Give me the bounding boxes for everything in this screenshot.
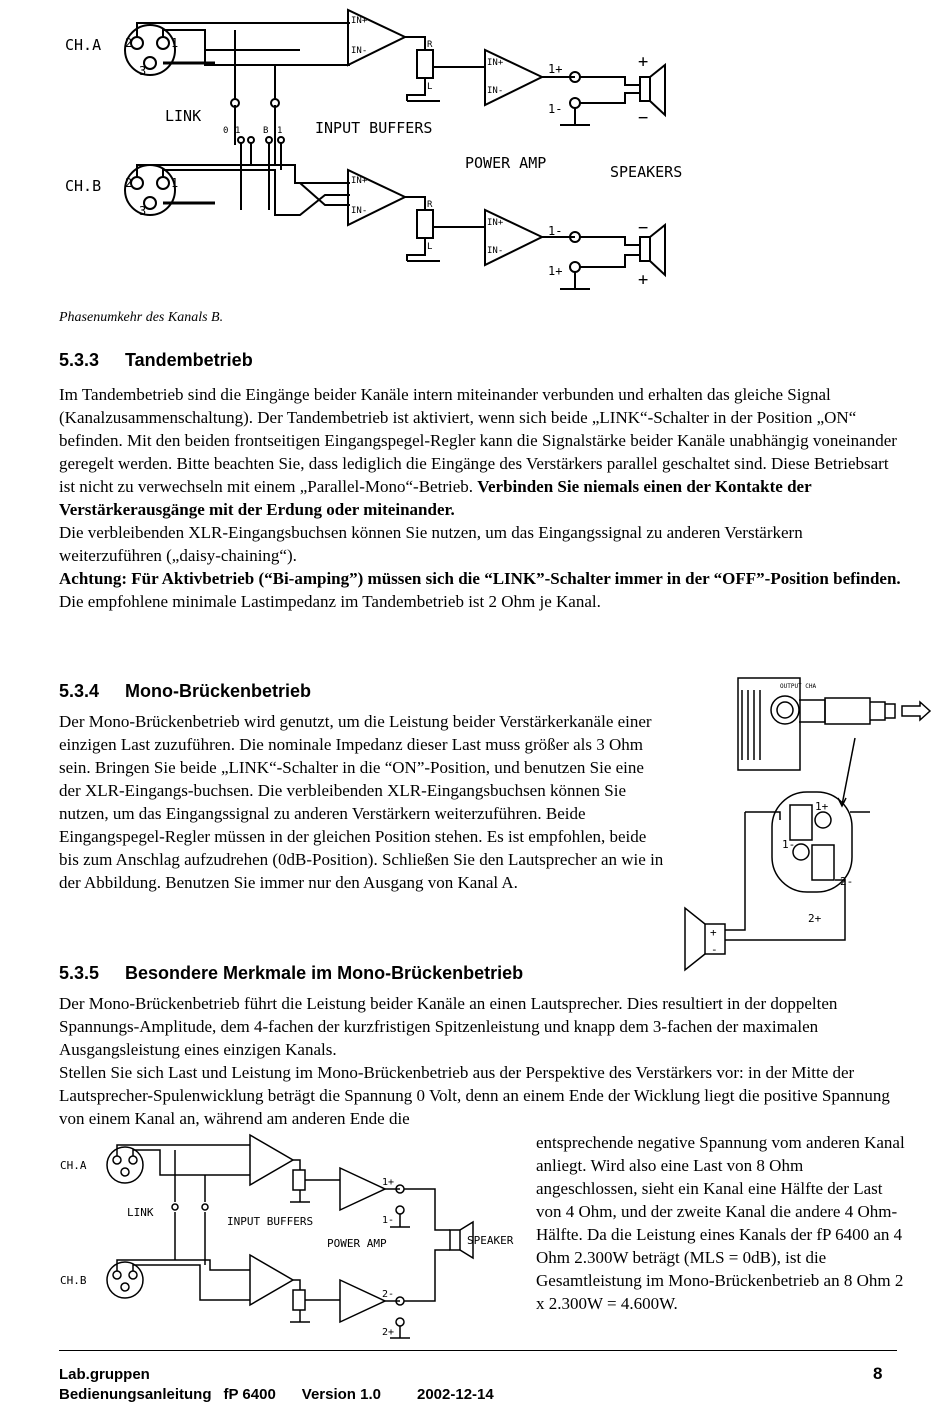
section-number: 5.3.3 bbox=[59, 350, 100, 370]
svg-text:+: + bbox=[638, 270, 649, 290]
power-amp-a-icon bbox=[340, 1168, 385, 1210]
warning-text: Verbinden Sie niemals einen der Kontakte der Verstärkerausgänge mit der Erdung oder miteinander. bbox=[59, 477, 812, 519]
svg-text:IN+: IN+ bbox=[351, 176, 368, 186]
input-buffer-a-icon bbox=[250, 1135, 293, 1185]
footer-date: 2002-12-14 bbox=[417, 1386, 494, 1403]
section-body-5-3-4 bbox=[59, 710, 664, 894]
section-heading-5-3-3 bbox=[59, 350, 253, 371]
paragraph: Die verbleibenden XLR-Eingangsbuchsen können Sie nutzen, um das Eingangssignal zu anderen Verstärkern weiterzuführen („daisy-chaining“). bbox=[59, 523, 803, 565]
section-title: Besondere Merkmale im Mono-Brückenbetrieb bbox=[125, 963, 524, 983]
svg-text:CH.A: CH.A bbox=[60, 1159, 87, 1172]
warning-text: Achtung: Für Aktivbetrieb (“Bi-amping”) müssen sich die “LINK”-Schalter immer in der “OFF”-Position befinden. bbox=[59, 569, 901, 588]
svg-text:CH.B: CH.B bbox=[60, 1274, 87, 1287]
xlr-connector-b-icon bbox=[107, 1262, 143, 1298]
section-body-5-3-5-continued bbox=[536, 1131, 906, 1315]
paragraph: Im Tandembetrieb sind die Eingänge beider Kanäle intern miteinander verbunden und erhalten das gleiche Signal (Kanalzusammenschaltung). Der Tandembetrieb ist aktiviert, wenn sich beide „LINK“-Schalter in der Position „ON“ befinden. Mit den beiden frontseitigen Eingangspegel-Regler kann die Signalstärke beider Kanäle unabhängig voneinander geregelt werden. Bitte beachten Sie, dass lediglich die Eingänge des Verstärkers parallel geschaltet sind. Diese Betriebsart ist nicht zu verwechseln mit einem „Parallel-Mono“-Betrieb. bbox=[59, 385, 897, 496]
svg-text:1: 1 bbox=[277, 126, 283, 136]
svg-text:−: − bbox=[638, 108, 649, 128]
svg-text:L: L bbox=[427, 82, 433, 92]
svg-text:R: R bbox=[427, 200, 433, 210]
svg-text:1: 1 bbox=[235, 126, 241, 136]
potentiometer-a-icon bbox=[417, 50, 433, 78]
svg-text:L: L bbox=[427, 242, 433, 252]
svg-text:1: 1 bbox=[171, 176, 179, 190]
potentiometer-a-icon bbox=[293, 1170, 305, 1190]
section-heading-5-3-4 bbox=[59, 681, 311, 702]
svg-text:1-: 1- bbox=[382, 1215, 395, 1226]
svg-text:CH.B: CH.B bbox=[65, 177, 102, 195]
svg-text:IN-: IN- bbox=[351, 206, 368, 216]
xlr-connector-a-icon bbox=[107, 1147, 143, 1183]
svg-text:CH.A: CH.A bbox=[65, 36, 102, 54]
svg-text:OUTPUT CHA: OUTPUT CHA bbox=[780, 683, 817, 690]
svg-text:POWER AMP: POWER AMP bbox=[327, 1237, 387, 1250]
figure-caption: Phasenumkehr des Kanals B. bbox=[59, 310, 224, 325]
svg-text:3: 3 bbox=[139, 204, 147, 218]
paragraph: Der Mono-Brückenbetrieb führt die Leistung beider Kanäle an einen Lautsprecher. Dies resultiert in der doppelten Spannungs-Amplitude, dem 4-fachen der kurzfristigen Spitzenleistung und knapp dem 3-fachen der maximalen Ausgangsleistung eines einzigen Kanals. bbox=[59, 994, 838, 1059]
svg-text:0: 0 bbox=[223, 126, 229, 136]
svg-text:+: + bbox=[638, 52, 649, 72]
potentiometer-b-icon bbox=[293, 1290, 305, 1310]
svg-text:1: 1 bbox=[171, 36, 179, 50]
svg-text:IN+: IN+ bbox=[351, 16, 368, 26]
svg-text:1-: 1- bbox=[548, 224, 563, 238]
section-title: Tandembetrieb bbox=[125, 350, 253, 370]
footer-version: Version 1.0 bbox=[301, 1386, 381, 1403]
paragraph: Der Mono-Brückenbetrieb wird genutzt, um die Leistung beider Verstärkerkanäle einer einzigen Last zuzuführen. Die nominale Impedanz dieser Last muss größer als 3 Ohm sein. Bringen Sie beide „LINK“-Schalter in die “ON”-Position, und benutzen Sie eine der XLR-Eingangs-buchsen. Die verbleibenden XLR-Eingangsbuchsen können Sie nutzen, um das Eingangssignal zu anderen Verstärkern weiterzuführen. Beide Eingangspegel-Regler müssen in der gleichen Position stehen. Es ist empfohlen, beide bis zum Anschlag aufzudrehen (0dB-Position). Schließen Sie den Lautsprecher an wie in der Abbildung. Benutzen Sie immer nur den Ausgang von Kanal A. bbox=[59, 712, 664, 892]
svg-text:LINK: LINK bbox=[165, 107, 202, 125]
paragraph: Die empfohlene minimale Lastimpedanz im Tandembetrieb ist 2 Ohm je Kanal. bbox=[59, 592, 601, 611]
footer-divider bbox=[59, 1350, 897, 1351]
svg-text:IN-: IN- bbox=[487, 246, 504, 256]
footer-document-info bbox=[59, 1386, 494, 1403]
svg-text:R: R bbox=[427, 40, 433, 50]
section-heading-5-3-5 bbox=[59, 963, 523, 984]
input-buffer-b-icon bbox=[250, 1255, 293, 1305]
svg-text:SPEAKERS: SPEAKERS bbox=[610, 163, 683, 181]
paragraph: Stellen Sie sich Last und Leistung im Mono-Brückenbetrieb aus der Perspektive des Verstärkers vor: in der Mitte der Lautsprecher-Spulenwicklung beträgt die Spannung 0 Volt, denn an einem Ende der Wicklung liegt die positive Spannung von einem Kanal an, während am anderen Ende die bbox=[59, 1063, 890, 1128]
svg-text:2+: 2+ bbox=[382, 1327, 395, 1338]
svg-text:2: 2 bbox=[125, 176, 133, 190]
svg-text:LINK: LINK bbox=[127, 1206, 154, 1219]
svg-text:2+: 2+ bbox=[808, 912, 822, 925]
svg-text:IN+: IN+ bbox=[487, 58, 504, 68]
page-number: 8 bbox=[873, 1364, 883, 1383]
xlr-connector-b-icon bbox=[125, 165, 175, 215]
svg-text:IN-: IN- bbox=[351, 46, 368, 56]
svg-text:1+: 1+ bbox=[548, 264, 563, 278]
svg-text:2: 2 bbox=[125, 36, 133, 50]
phase-inversion-schematic bbox=[55, 5, 715, 300]
speakon-plug-icon bbox=[825, 698, 870, 724]
svg-text:1+: 1+ bbox=[815, 800, 829, 813]
svg-text:1-: 1- bbox=[782, 838, 796, 851]
section-title: Mono-Brückenbetrieb bbox=[125, 681, 312, 701]
svg-text:−: − bbox=[638, 218, 649, 238]
section-number: 5.3.5 bbox=[59, 963, 100, 983]
svg-text:POWER AMP: POWER AMP bbox=[465, 154, 547, 172]
power-amp-b-icon bbox=[340, 1280, 385, 1322]
svg-text:+: + bbox=[710, 926, 717, 939]
svg-text:3: 3 bbox=[139, 64, 147, 78]
section-body-5-3-5 bbox=[59, 992, 901, 1130]
svg-text:IN-: IN- bbox=[487, 86, 504, 96]
bridge-connection-diagram bbox=[680, 670, 942, 980]
footer-model: fP 6400 bbox=[223, 1386, 276, 1403]
svg-text:-: - bbox=[711, 943, 718, 956]
svg-text:INPUT BUFFERS: INPUT BUFFERS bbox=[315, 119, 433, 137]
svg-text:1-: 1- bbox=[548, 102, 563, 116]
svg-text:1+: 1+ bbox=[548, 62, 563, 76]
svg-text:INPUT BUFFERS: INPUT BUFFERS bbox=[227, 1215, 314, 1228]
arrow-right-icon bbox=[902, 702, 930, 720]
svg-text:SPEAKER: SPEAKER bbox=[467, 1234, 514, 1247]
footer-manual: Bedienungsanleitung bbox=[59, 1386, 212, 1403]
section-body-5-3-3 bbox=[59, 383, 901, 613]
bridge-mode-schematic bbox=[55, 1130, 525, 1345]
svg-text:IN+: IN+ bbox=[487, 218, 504, 228]
svg-text:2-: 2- bbox=[382, 1289, 395, 1300]
svg-text:B: B bbox=[263, 126, 269, 136]
potentiometer-b-icon bbox=[417, 210, 433, 238]
section-number: 5.3.4 bbox=[59, 681, 100, 701]
svg-text:1+: 1+ bbox=[382, 1177, 395, 1188]
svg-text:2-: 2- bbox=[840, 875, 854, 888]
paragraph: entsprechende negative Spannung vom anderen Kanal anliegt. Wird also eine Last von 8 Ohm angeschlossen, sieht ein Kanal eine Hälfte der Last von 4 Ohm, und der zweite Kanal die andere 4 Ohm-Hälfte. Da die Leistung eines Kanals der fP 6400 an 4 Ohm 2.300W beträgt (MLS = 0dB), ist die Gesamtleistung im Mono-Brückenbetrieb an 8 Ohm 2 x 2.300W = 4.600W. bbox=[536, 1133, 905, 1313]
xlr-connector-a-icon bbox=[125, 25, 175, 75]
speaker-icon bbox=[450, 1230, 460, 1250]
speakon-socket-icon bbox=[771, 696, 799, 724]
speaker-b-icon bbox=[640, 237, 650, 261]
footer-brand: Lab.gruppen bbox=[59, 1366, 150, 1383]
speaker-a-icon bbox=[640, 77, 650, 101]
